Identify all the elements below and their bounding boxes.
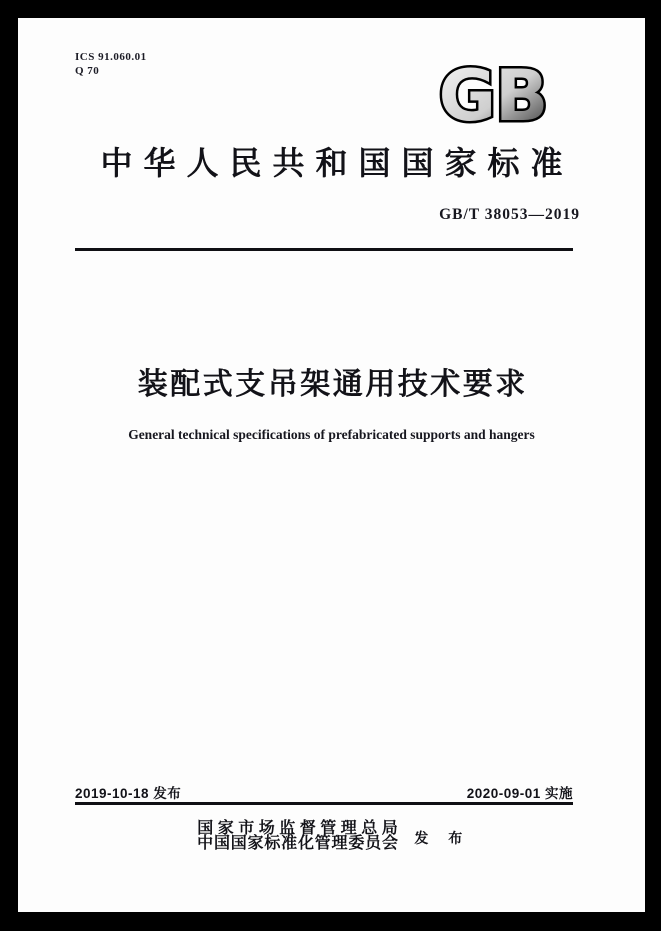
gb-logo-icon bbox=[428, 60, 558, 132]
gb-logo-text: GB bbox=[438, 60, 548, 132]
top-divider bbox=[75, 248, 573, 251]
classification-code: Q 70 bbox=[75, 64, 100, 77]
standard-cover-page bbox=[18, 18, 645, 912]
issuer-block bbox=[18, 821, 645, 852]
standard-number: GB/T 38053—2019 bbox=[439, 206, 580, 223]
issuer-line-1: 国家市场监督管理总局 bbox=[197, 820, 403, 837]
ics-classification-block bbox=[75, 51, 147, 78]
dates-row bbox=[75, 782, 573, 802]
ics-code: ICS 91.060.01 bbox=[75, 51, 147, 63]
bottom-divider bbox=[75, 802, 573, 805]
publish-label: 发 布 bbox=[414, 830, 471, 846]
issue-date: 2019-10-18 发布 bbox=[75, 786, 182, 801]
issuer-line-2: 中国国家标准化管理委员会 bbox=[197, 835, 399, 852]
implementation-date: 2020-09-01 实施 bbox=[466, 786, 573, 801]
issuer-names bbox=[193, 821, 403, 852]
standard-title-english: General technical specifications of prefabricated supports and hangers bbox=[128, 427, 535, 442]
national-standard-heading: 中华人民共和国国家标准 bbox=[100, 145, 574, 181]
standard-title-chinese: 装配式支吊架通用技术要求 bbox=[137, 368, 528, 401]
